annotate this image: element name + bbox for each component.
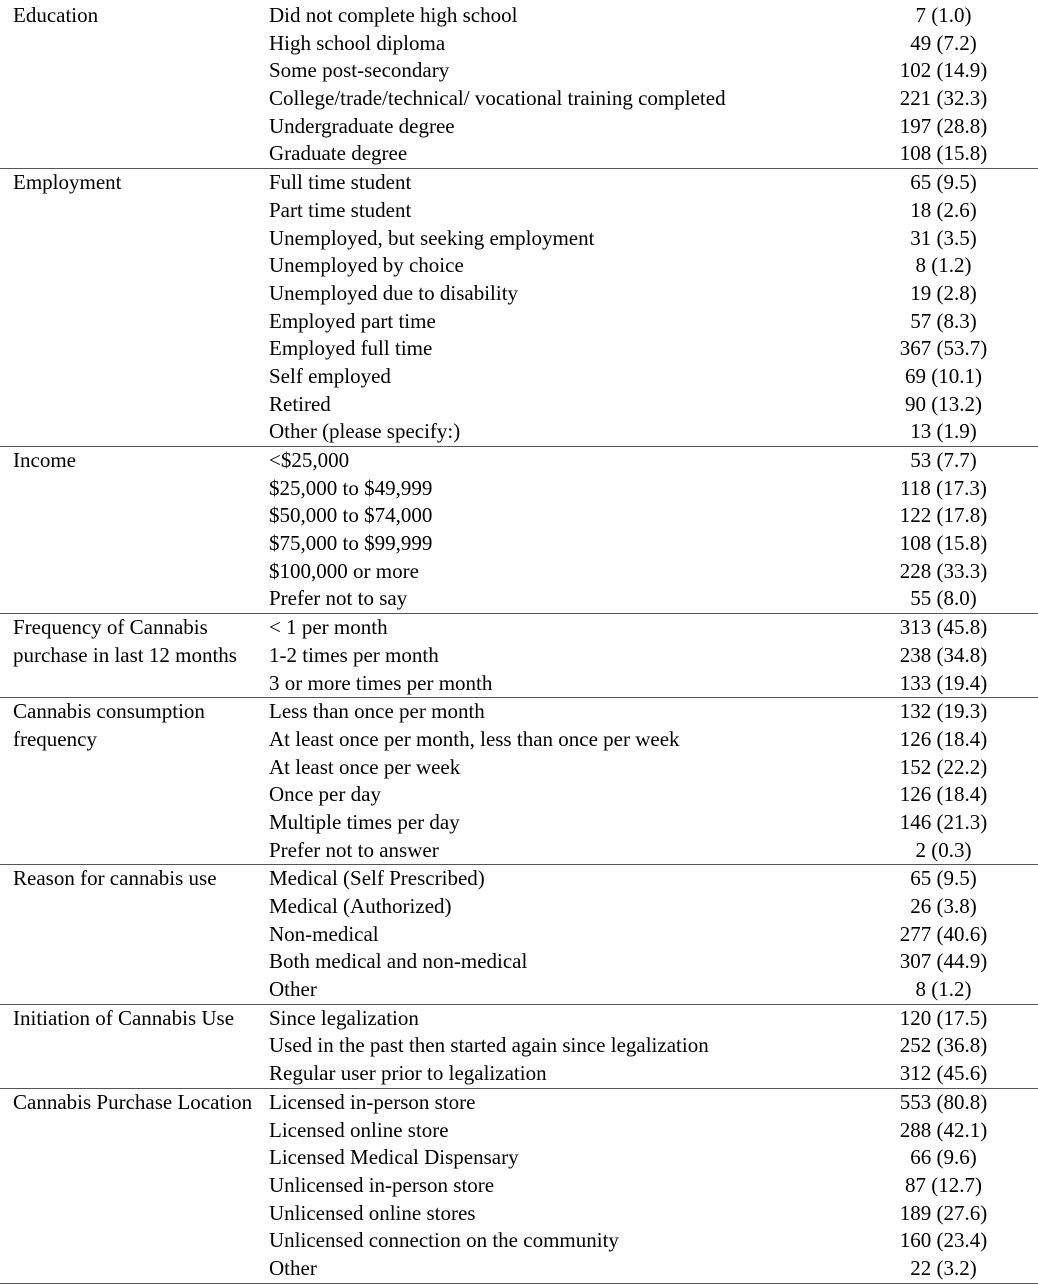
- group-rows: [256, 614, 1038, 697]
- row-label: < 1 per month: [269, 615, 388, 640]
- row-label: 3 or more times per month: [269, 670, 493, 695]
- row-value: 31 (3.5): [910, 225, 977, 250]
- row-value: 8 (1.2): [915, 977, 972, 1002]
- row-value: 228 (33.3): [899, 558, 988, 583]
- row-label: Retired: [269, 391, 331, 416]
- row-label: Multiple times per day: [269, 809, 460, 834]
- row-label: Full time student: [269, 170, 412, 195]
- row-label: Regular user prior to legalization: [269, 1061, 547, 1086]
- row-label: Prefer not to say: [269, 586, 408, 611]
- table-row: [256, 781, 1038, 809]
- row-value: 132 (19.3): [899, 699, 988, 724]
- row-value: 221 (32.3): [899, 86, 988, 111]
- group-rows: [256, 698, 1038, 864]
- table-row: [256, 447, 1038, 475]
- table-row: [256, 1255, 1038, 1283]
- category-label: Income: [13, 448, 76, 472]
- row-value: 307 (44.9): [899, 949, 988, 974]
- table-row: [256, 502, 1038, 530]
- row-value: 69 (10.1): [905, 363, 982, 388]
- group-rows: [256, 1005, 1038, 1088]
- row-value: 8 (1.2): [915, 253, 972, 278]
- category-label: Employment: [13, 170, 122, 195]
- table-group: [0, 1005, 1038, 1089]
- row-label: $50,000 to $74,000: [269, 503, 433, 528]
- row-value: 66 (9.6): [910, 1145, 977, 1170]
- row-value: 65 (9.5): [910, 866, 977, 891]
- table-row: [256, 140, 1038, 168]
- row-value: 87 (12.7): [905, 1172, 982, 1197]
- row-label: Non-medical: [269, 921, 379, 946]
- row-label: Undergraduate degree: [269, 113, 455, 138]
- row-value: 189 (27.6): [899, 1200, 988, 1225]
- table-row: [256, 809, 1038, 837]
- table-row: [256, 197, 1038, 225]
- row-value: 108 (15.8): [899, 531, 988, 556]
- row-label: Unlicensed connection on the community: [269, 1228, 619, 1253]
- table-row: [256, 113, 1038, 141]
- table-row: [256, 754, 1038, 782]
- row-value: 49 (7.2): [910, 30, 977, 55]
- row-value: 57 (8.3): [910, 308, 977, 333]
- row-label: Since legalization: [269, 1005, 419, 1030]
- row-value: 65 (9.5): [910, 170, 977, 195]
- row-label: $25,000 to $49,999: [269, 475, 433, 500]
- category-label: Cannabis Purchase Location: [13, 1089, 253, 1114]
- group-rows: [256, 2, 1038, 168]
- table-row: [256, 1005, 1038, 1033]
- table-row: [256, 308, 1038, 336]
- row-label: Employed part time: [269, 308, 436, 333]
- row-value: 277 (40.6): [899, 921, 988, 946]
- row-value: 553 (80.8): [899, 1089, 988, 1114]
- table-row: [256, 1144, 1038, 1172]
- row-label: Self employed: [269, 363, 391, 388]
- table-group: [0, 169, 1038, 447]
- group-rows: [256, 1089, 1038, 1283]
- row-value: 238 (34.8): [899, 642, 988, 667]
- table-row: [256, 614, 1038, 642]
- table-row: [256, 558, 1038, 586]
- row-label: Employed full time: [269, 336, 433, 361]
- table-group: [0, 447, 1038, 614]
- row-label: Unlicensed online stores: [269, 1200, 476, 1225]
- table-row: [256, 57, 1038, 85]
- table-row: [256, 726, 1038, 754]
- table-row: [256, 1089, 1038, 1117]
- table-row: [256, 893, 1038, 921]
- row-value: 313 (45.8): [899, 615, 988, 640]
- row-label: Prefer not to answer: [269, 837, 439, 862]
- table-row: [256, 169, 1038, 197]
- table-row: [256, 530, 1038, 558]
- row-label: Licensed Medical Dispensary: [269, 1145, 519, 1170]
- row-label: Unemployed by choice: [269, 253, 464, 278]
- row-label: Used in the past then started again since legalization: [269, 1033, 709, 1058]
- row-value: 126 (18.4): [899, 726, 988, 751]
- row-value: 26 (3.8): [910, 894, 977, 918]
- row-label: Unemployed, but seeking employment: [269, 225, 595, 250]
- table-row: [256, 1032, 1038, 1060]
- row-value: 152 (22.2): [899, 754, 988, 779]
- table-row: [256, 1060, 1038, 1088]
- row-value: 133 (19.4): [899, 670, 988, 695]
- row-label: <$25,000: [269, 448, 350, 472]
- table-row: [256, 475, 1038, 503]
- row-value: 197 (28.8): [899, 113, 988, 138]
- row-label: Licensed online store: [269, 1117, 449, 1142]
- table-group: [0, 2, 1038, 169]
- table-row: [256, 948, 1038, 976]
- row-value: 2 (0.3): [915, 837, 972, 862]
- row-value: 288 (42.1): [899, 1117, 988, 1142]
- row-label: Medical (Authorized): [269, 894, 452, 918]
- row-value: 122 (17.8): [899, 503, 988, 528]
- row-label: Licensed in-person store: [269, 1089, 476, 1114]
- row-value: 160 (23.4): [899, 1228, 988, 1253]
- row-value: 126 (18.4): [899, 782, 988, 807]
- table-row: [256, 85, 1038, 113]
- row-value: 312 (45.6): [899, 1061, 988, 1086]
- table-row: [256, 1200, 1038, 1228]
- table-row: [256, 418, 1038, 446]
- table-row: [256, 2, 1038, 30]
- table-row: [256, 1172, 1038, 1200]
- row-value: 108 (15.8): [899, 141, 988, 166]
- row-label: At least once per week: [269, 754, 461, 779]
- row-label: $75,000 to $99,999: [269, 531, 433, 556]
- row-label: Graduate degree: [269, 141, 408, 166]
- group-rows: [256, 865, 1038, 1003]
- row-label: High school diploma: [269, 30, 446, 55]
- table-row: [256, 865, 1038, 893]
- table-row: [256, 30, 1038, 58]
- category-label: Initiation of Cannabis Use: [13, 1005, 235, 1030]
- table-row: [256, 252, 1038, 280]
- row-value: 102 (14.9): [899, 58, 988, 83]
- table-row: [256, 1227, 1038, 1255]
- table-group: [0, 1089, 1038, 1284]
- row-value: 13 (1.9): [910, 419, 977, 444]
- row-label: Some post-secondary: [269, 58, 450, 83]
- row-value: 19 (2.8): [910, 280, 977, 305]
- table-row: [256, 363, 1038, 391]
- row-label: Unlicensed in-person store: [269, 1172, 495, 1197]
- row-value: 90 (13.2): [905, 391, 982, 416]
- row-label: Unemployed due to disability: [269, 280, 519, 305]
- table-row: [256, 1117, 1038, 1145]
- group-rows: [256, 447, 1038, 613]
- row-value: 118 (17.3): [900, 475, 987, 500]
- row-value: 55 (8.0): [910, 586, 977, 611]
- table-row: [256, 391, 1038, 419]
- table-row: [256, 225, 1038, 253]
- group-rows: [256, 169, 1038, 446]
- table-row: [256, 642, 1038, 670]
- row-label: College/trade/technical/ vocational training completed: [269, 86, 726, 111]
- table-row: [256, 585, 1038, 613]
- row-label: Other: [269, 1255, 317, 1280]
- row-value: 367 (53.7): [899, 336, 988, 361]
- category-label: Education: [13, 3, 99, 27]
- table-row: [256, 670, 1038, 698]
- category-label: Frequency of Cannabis purchase in last 12 months: [13, 615, 237, 667]
- row-label: $100,000 or more: [269, 558, 419, 583]
- table-group: [0, 865, 1038, 1004]
- row-label: Other: [269, 977, 317, 1002]
- row-label: At least once per month, less than once per week: [269, 726, 680, 751]
- row-label: Once per day: [269, 782, 381, 807]
- table-group: [0, 614, 1038, 698]
- row-value: 22 (3.2): [910, 1255, 977, 1280]
- row-value: 252 (36.8): [899, 1033, 988, 1058]
- table-row: [256, 335, 1038, 363]
- category-label: Cannabis consumption frequency: [13, 699, 205, 751]
- row-value: 53 (7.7): [910, 448, 977, 472]
- row-value: 120 (17.5): [899, 1005, 988, 1030]
- row-label: Did not complete high school: [269, 3, 518, 27]
- row-value: 7 (1.0): [915, 3, 972, 27]
- row-label: Medical (Self Prescribed): [269, 866, 485, 891]
- table-row: [256, 921, 1038, 949]
- table-row: [256, 698, 1038, 726]
- table-row: [256, 976, 1038, 1004]
- row-label: Part time student: [269, 197, 412, 222]
- row-value: 146 (21.3): [899, 809, 988, 834]
- category-label: Reason for cannabis use: [13, 866, 217, 891]
- table-row: [256, 837, 1038, 865]
- row-label: Both medical and non-medical: [269, 949, 528, 974]
- row-label: 1-2 times per month: [269, 642, 439, 667]
- row-label: Other (please specify:): [269, 419, 461, 444]
- table-row: [256, 280, 1038, 308]
- row-label: Less than once per month: [269, 699, 485, 724]
- table-group: [0, 698, 1038, 865]
- row-value: 18 (2.6): [910, 197, 977, 222]
